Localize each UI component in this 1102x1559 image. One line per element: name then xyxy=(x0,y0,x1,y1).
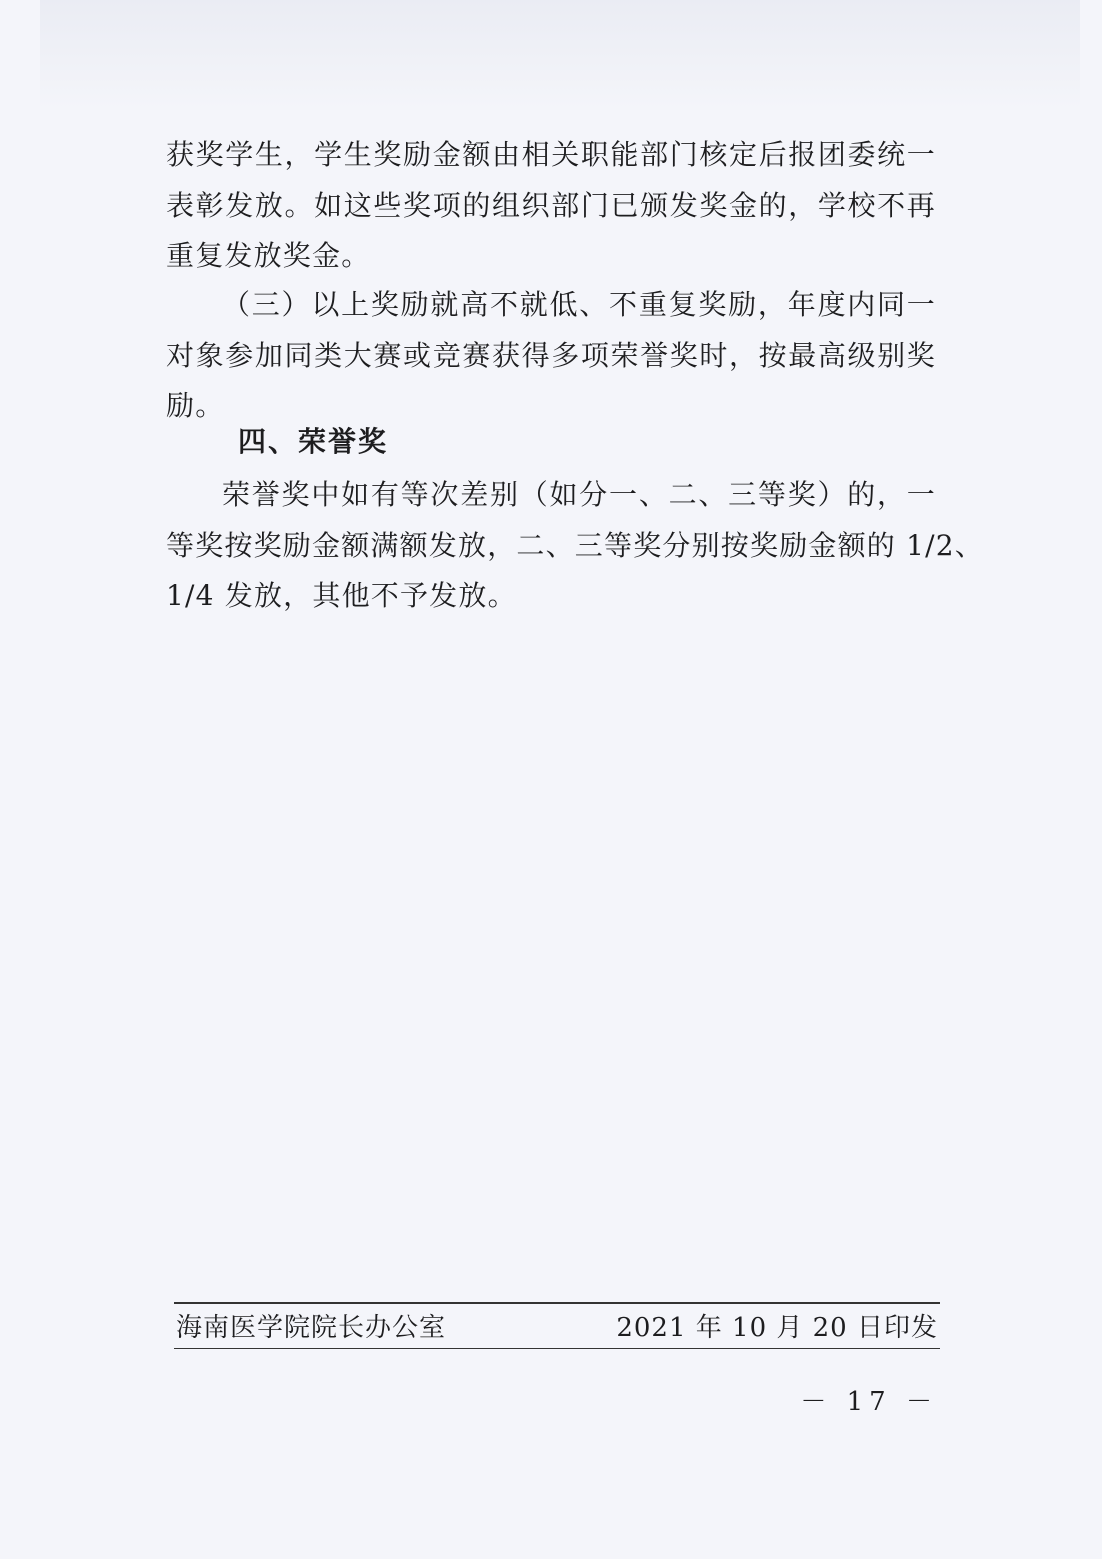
paragraph-line: 表彰发放。如这些奖项的组织部门已颁发奖金的，学校不再 xyxy=(166,188,936,222)
paragraph-continuation xyxy=(166,130,936,282)
paragraph-line: 荣誉奖中如有等次差别（如分一、二、三等奖）的，一 xyxy=(222,478,936,511)
section-heading-honor-award: 四、荣誉奖 xyxy=(238,425,389,458)
paragraph-line: 重复发放奖金。 xyxy=(166,239,371,272)
paragraph-section-4 xyxy=(166,470,984,622)
paragraph-line: （三）以上奖励就高不就低、不重复奖励，年度内同一 xyxy=(222,288,936,321)
footer-rule-bottom xyxy=(174,1348,940,1349)
paragraph-item-3 xyxy=(166,280,936,432)
page-number: － 17 － xyxy=(800,1387,938,1417)
paragraph-line: 对象参加同类大赛或竞赛获得多项荣誉奖时，按最高级别奖 xyxy=(166,338,936,372)
paragraph-line: 等奖按奖励金额满额发放，二、三等奖分别按奖励金额的 1/2、 xyxy=(166,528,984,562)
paragraph-line: 1/4 发放，其他不予发放。 xyxy=(166,579,517,612)
footer-issue-date: 2021 年 10 月 20 日印发 xyxy=(616,1313,938,1343)
paragraph-line: 励。 xyxy=(166,389,225,422)
footer-rule-top xyxy=(174,1302,940,1304)
footer-issuer: 海南医学院院长办公室 xyxy=(176,1313,447,1343)
paragraph-line: 获奖学生，学生奖励金额由相关职能部门核定后报团委统一 xyxy=(166,138,936,171)
scan-shadow xyxy=(40,0,1080,110)
